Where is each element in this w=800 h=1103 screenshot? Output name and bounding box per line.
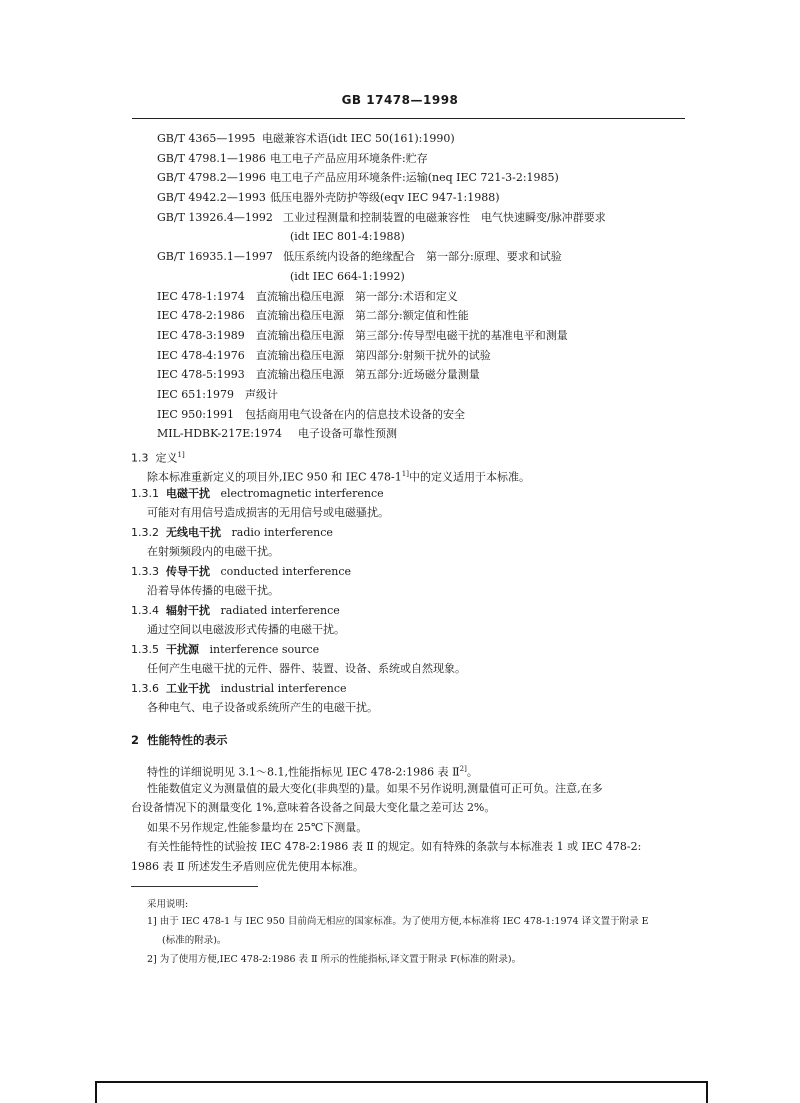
reference-item	[0, 247, 800, 267]
clause-number: 1.3.3	[131, 565, 159, 578]
next-page-frame	[95, 1081, 708, 1103]
reference-title: (idt IEC 801-4:1988)	[290, 230, 405, 244]
definition-text: 沿着导体传播的电磁干扰。	[147, 584, 279, 597]
reference-title: 低压系统内设备的绝缘配合 第一部分:原理、要求和试验	[283, 250, 562, 264]
term-en: industrial interference	[220, 682, 347, 695]
definition-term-line	[131, 681, 347, 697]
reference-title: 直流输出稳压电源 第五部分:近场磁分量测量	[256, 368, 480, 382]
reference-code: GB/T 4798.2—1996	[157, 171, 266, 185]
reference-title: 低压电器外壳防护等级(eqv IEC 947-1:1988)	[270, 191, 500, 205]
footnote-1-line-2: (标准的附录)。	[162, 935, 227, 946]
reference-item	[0, 168, 800, 188]
footnote-marker: 1]	[401, 470, 409, 478]
definition-text: 可能对有用信号造成损害的无用信号或电磁骚扰。	[147, 506, 389, 519]
section-number: 2	[131, 733, 140, 747]
reference-item	[0, 306, 800, 326]
clause-number: 1.3.2	[131, 526, 159, 539]
section-title: 定义	[155, 451, 178, 465]
term-zh: 辐射干扰	[166, 604, 210, 617]
section-1-3-body	[147, 466, 530, 486]
reference-code: GB/T 16935.1—1997	[157, 250, 273, 264]
reference-code: GB/T 13926.4—1992	[157, 210, 273, 224]
definition-term-line	[131, 486, 384, 502]
reference-title: (idt IEC 664-1:1992)	[290, 269, 405, 283]
term-en: radio interference	[231, 526, 333, 539]
reference-title: 直流输出稳压电源 第一部分:术语和定义	[256, 289, 458, 303]
reference-item	[0, 365, 800, 385]
reference-code: MIL-HDBK-217E:1974	[157, 427, 282, 441]
definition-text: 通过空间以电磁波形式传播的电磁干扰。	[147, 623, 345, 636]
body-text: 。	[466, 765, 478, 779]
reference-title: 声级计	[245, 387, 278, 401]
section-2-paragraph-4-line-1: 有关性能特性的试验按 IEC 478-2:1986 表 Ⅱ 的规定。如有特殊的条款与本标准表 1 或 IEC 478-2:	[147, 840, 642, 853]
reference-item	[0, 188, 800, 208]
body-text: 特性的详细说明见 3.1～8.1,性能指标见 IEC 478-2:1986 表 Ⅱ	[147, 765, 460, 779]
reference-item	[0, 346, 800, 366]
clause-number: 1.3.4	[131, 604, 159, 617]
definition-text: 在射频频段内的电磁干扰。	[147, 545, 279, 558]
definition-text: 各种电气、电子设备或系统所产生的电磁干扰。	[147, 701, 378, 714]
reference-title: 直流输出稳压电源 第二部分:额定值和性能	[256, 309, 469, 323]
reference-title: 直流输出稳压电源 第四部分:射频干扰外的试验	[256, 348, 491, 362]
definition-term-line	[131, 525, 333, 541]
reference-item	[0, 405, 800, 425]
reference-item	[0, 385, 800, 405]
footnote-heading: 采用说明:	[147, 899, 189, 910]
section-1-3-heading	[131, 447, 185, 467]
reference-item	[0, 149, 800, 169]
body-text: 除本标准重新定义的项目外,IEC 950 和 IEC 478-1	[147, 470, 402, 484]
definition-term-line	[131, 603, 340, 619]
reference-code: IEC 478-4:1976	[157, 348, 245, 362]
footnote-1-line-1: 1] 由于 IEC 478-1 与 IEC 950 目前尚无相应的国家标准。为了使用方便,本标准将 IEC 478-1:1974 译文置于附录 E	[147, 916, 649, 927]
term-zh: 工业干扰	[166, 682, 210, 695]
reference-title: 电工电子产品应用环境条件:运输(neq IEC 721-3-2:1985)	[270, 171, 559, 185]
reference-list	[0, 129, 800, 444]
section-2-paragraph-4-line-2: 1986 表 Ⅱ 所述发生矛盾则应优先使用本标准。	[131, 860, 364, 873]
section-title: 性能特性的表示	[147, 733, 228, 747]
term-zh: 无线电干扰	[166, 526, 221, 539]
reference-code: IEC 651:1979	[157, 387, 234, 401]
reference-title: 电子设备可靠性预测	[298, 427, 397, 441]
reference-item	[0, 326, 800, 346]
reference-item	[0, 208, 800, 228]
clause-number: 1.3.5	[131, 643, 159, 656]
section-2-heading	[131, 732, 228, 748]
reference-code: IEC 478-2:1986	[157, 309, 245, 323]
body-text: 中的定义适用于本标准。	[408, 470, 530, 484]
clause-number: 1.3.6	[131, 682, 159, 695]
footnote-marker: 1]	[177, 451, 185, 459]
term-zh: 干扰源	[166, 643, 199, 656]
clause-number: 1.3.1	[131, 487, 159, 500]
reference-item	[0, 424, 800, 444]
section-2-paragraph-2-line-1: 性能数值定义为测量值的最大变化(非典型的)量。如果不另作说明,测量值可正可负。注意,在多	[147, 782, 603, 795]
section-2-paragraph-2-line-2: 台设备情况下的测量变化 1%,意味着各设备之间最大变化量之差可达 2%。	[131, 801, 496, 814]
reference-code: IEC 478-1:1974	[157, 289, 245, 303]
definition-term-line	[131, 642, 319, 658]
term-en: electromagnetic interference	[220, 487, 384, 500]
footnote-marker: 2]	[459, 765, 467, 773]
section-2-paragraph-3: 如果不另作规定,性能参量均在 25℃下测量。	[147, 821, 368, 834]
reference-code: GB/T 4942.2—1993	[157, 191, 266, 205]
section-2-paragraph-1	[147, 761, 478, 781]
reference-title: 包括商用电气设备在内的信息技术设备的安全	[245, 407, 465, 421]
reference-title: 直流输出稳压电源 第三部分:传导型电磁干扰的基准电平和测量	[256, 328, 568, 342]
definition-text: 任何产生电磁干扰的元件、器件、装置、设备、系统或自然现象。	[147, 662, 466, 675]
reference-code: GB/T 4365—1995	[157, 132, 256, 145]
standard-number-header: GB 17478—1998	[341, 93, 459, 107]
term-en: conducted interference	[220, 565, 352, 578]
reference-code: IEC 478-3:1989	[157, 328, 245, 342]
reference-item-continuation	[0, 267, 800, 287]
reference-code: IEC 478-5:1993	[157, 368, 245, 382]
section-number: 1.3	[131, 451, 149, 465]
reference-item	[0, 287, 800, 307]
term-zh: 电磁干扰	[166, 487, 210, 500]
term-en: interference source	[209, 643, 320, 656]
definition-term-line	[131, 564, 351, 580]
reference-title: 电工电子产品应用环境条件:贮存	[270, 151, 428, 165]
header-rule	[132, 118, 685, 119]
reference-item-continuation	[0, 227, 800, 247]
reference-code: GB/T 4798.1—1986	[157, 151, 266, 165]
term-en: radiated interference	[220, 604, 340, 617]
reference-item	[0, 129, 800, 149]
footnote-2: 2] 为了使用方便,IEC 478-2:1986 表 Ⅱ 所示的性能指标,译文置于附录 F(标准的附录)。	[147, 954, 522, 965]
reference-title: 工业过程测量和控制装置的电磁兼容性 电气快速瞬变/脉冲群要求	[283, 210, 606, 224]
reference-code: IEC 950:1991	[157, 407, 234, 421]
reference-title: 电磁兼容术语(idt IEC 50(161):1990)	[262, 132, 455, 145]
term-zh: 传导干扰	[166, 565, 210, 578]
footnote-rule	[131, 886, 258, 887]
